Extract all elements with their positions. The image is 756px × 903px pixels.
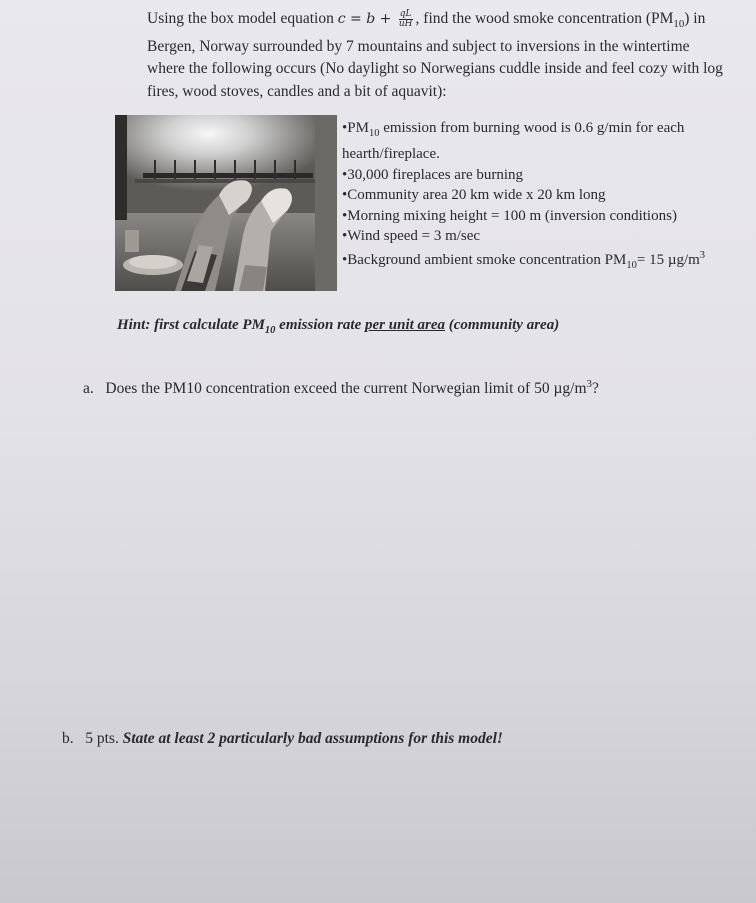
emission-text: emission from burning wood is 0.6 g/min for each hearth/fireplace. bbox=[342, 120, 685, 163]
intro-paragraph bbox=[147, 8, 727, 103]
photo-illustration bbox=[115, 115, 337, 291]
given-conditions-list bbox=[342, 118, 732, 277]
list-item-background bbox=[342, 246, 732, 276]
hint-underlined: per unit area bbox=[365, 317, 446, 333]
list-item-mixing-height: •Morning mixing height = 100 m (inversion conditions) bbox=[342, 207, 677, 224]
emission-lead: •PM bbox=[342, 120, 369, 136]
intro-pm-subscript: 10 bbox=[673, 18, 685, 31]
list-item-emission bbox=[342, 118, 732, 165]
intro-lead: Using the box model equation bbox=[147, 10, 338, 27]
question-a-text: Does the PM10 concentration exceed the current Norwegian limit of 50 µg/m bbox=[105, 380, 587, 398]
problem-intro bbox=[147, 8, 727, 103]
background-lead: •Background ambient smoke concentration PM bbox=[342, 252, 627, 269]
fireplace-socks-photo bbox=[115, 115, 337, 291]
hint-middle: emission rate bbox=[275, 317, 366, 333]
intro-line1-end: , find the wood smoke concentration bbox=[415, 10, 642, 27]
background-value: = 15 µg/m bbox=[636, 252, 700, 269]
background-subscript: 10 bbox=[626, 260, 637, 272]
question-a-superscript: 3 bbox=[586, 378, 592, 390]
question-a-letter: a. bbox=[83, 380, 94, 398]
emission-subscript: 10 bbox=[368, 128, 380, 139]
question-b-points: 5 pts. bbox=[85, 730, 119, 747]
background-superscript: 3 bbox=[699, 250, 706, 262]
fraction-denominator: uH bbox=[398, 18, 413, 29]
hint-lead: Hint: first calculate PM bbox=[117, 317, 265, 333]
hint-end: (community area) bbox=[445, 317, 560, 333]
question-a bbox=[83, 378, 733, 398]
question-a-end: ? bbox=[591, 380, 599, 398]
question-b-body: State at least 2 particularly bad assumptions for this model! bbox=[122, 730, 503, 747]
fraction-numerator: qL bbox=[399, 8, 412, 19]
question-b-letter: b. bbox=[62, 730, 74, 747]
hint-line bbox=[117, 317, 737, 336]
list-item-fireplaces: •30,000 fireplaces are burning bbox=[342, 166, 524, 183]
equation-fraction bbox=[399, 10, 413, 29]
intro-pm: (PM bbox=[645, 10, 674, 27]
question-b bbox=[62, 730, 712, 748]
intro-rest: ) in Bergen, Norway surrounded by 7 mountains and subject to inversions in the wintertime where the following occurs (No daylight so Norwegians cuddle inside and feel cozy with log fires, wood stoves, candles and a bit of aquavit): bbox=[147, 10, 723, 100]
list-item-wind-speed: •Wind speed = 3 m/sec bbox=[342, 228, 481, 245]
list-item-area: •Community area 20 km wide x 20 km long bbox=[342, 187, 606, 204]
hint-subscript: 10 bbox=[264, 325, 276, 336]
box-model-equation: c = b + bbox=[337, 11, 396, 27]
